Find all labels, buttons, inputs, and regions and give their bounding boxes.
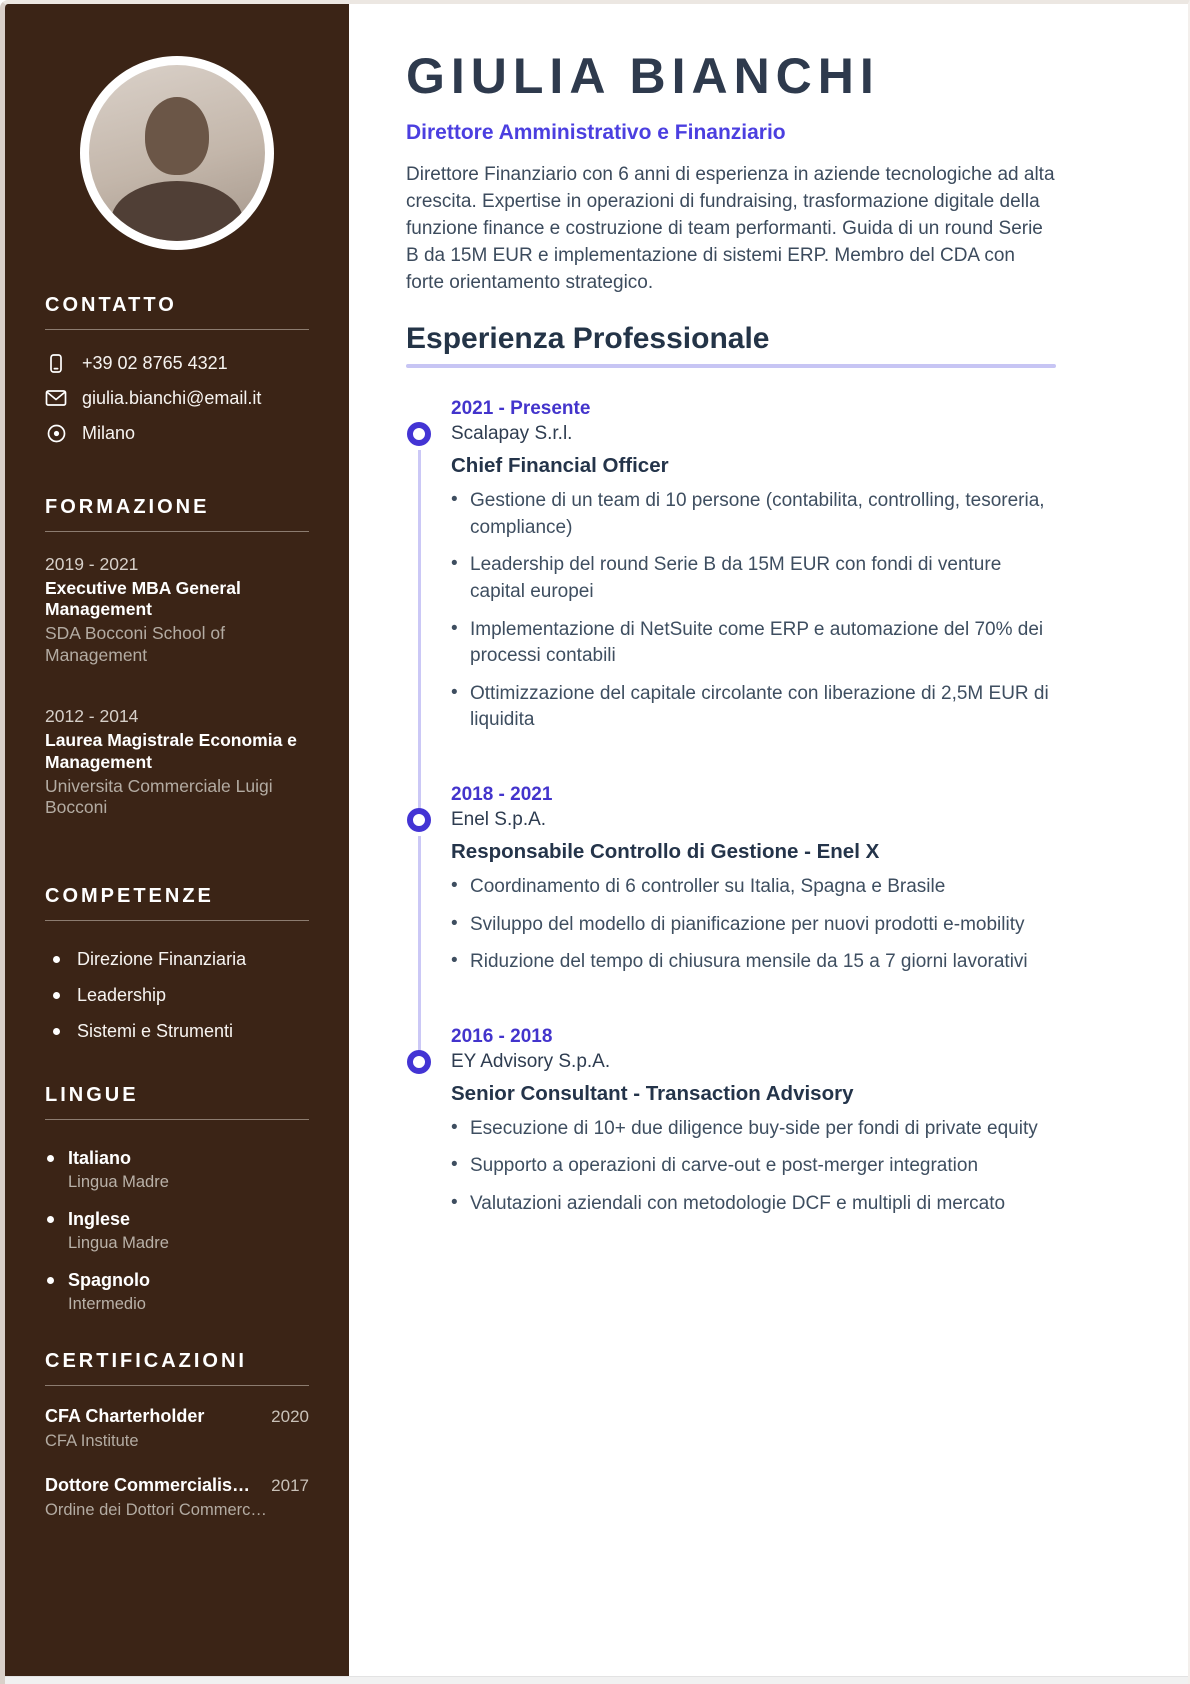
bullet-icon: • bbox=[451, 489, 458, 511]
main-content bbox=[349, 4, 1188, 1684]
experience-bullet bbox=[451, 949, 1056, 976]
education-item bbox=[45, 554, 309, 666]
experience-bullet bbox=[451, 488, 1056, 541]
bullet-icon: • bbox=[451, 681, 458, 703]
experience-bullet-text: Gestione di un team di 10 persone (contabilita, controlling, tesoreria, compliance) bbox=[470, 490, 1045, 538]
certification-year: 2020 bbox=[271, 1406, 309, 1426]
languages-list bbox=[45, 1148, 309, 1314]
mail-icon bbox=[45, 387, 67, 409]
language-level: Intermedio bbox=[68, 1294, 146, 1313]
education-section bbox=[45, 496, 309, 819]
phone-icon bbox=[45, 352, 67, 374]
skill-label: Leadership bbox=[77, 984, 167, 1005]
experience-bullet-text: Sviluppo del modello di pianificazione per nuovi prodotti e-mobility bbox=[470, 913, 1025, 935]
main-inner bbox=[406, 50, 1056, 1218]
skill-label: Direzione Finanziaria bbox=[77, 948, 247, 969]
experience-bullet-text: Esecuzione di 10+ due diligence buy-side per fondi di private equity bbox=[470, 1117, 1038, 1139]
experience-bullet bbox=[451, 1116, 1056, 1143]
experience-entry bbox=[406, 784, 1056, 976]
certification-org: Ordine dei Dottori Commerc… bbox=[45, 1500, 267, 1519]
photo-body-silhouette bbox=[111, 181, 243, 241]
experience-timeline bbox=[406, 398, 1056, 1217]
skill-item bbox=[53, 949, 309, 970]
contact-list bbox=[45, 352, 309, 444]
contact-location-value: Milano bbox=[82, 422, 136, 443]
bullet-dot bbox=[53, 992, 60, 999]
bullet-dot bbox=[47, 1277, 54, 1284]
experience-bullet-list bbox=[451, 488, 1056, 734]
bullet-icon: • bbox=[451, 1116, 458, 1138]
language-level: Lingua Madre bbox=[68, 1233, 169, 1252]
experience-bullet-text: Riduzione del tempo di chiusura mensile da 15 a 7 giorni lavorativi bbox=[470, 951, 1028, 973]
bullet-dot bbox=[53, 1028, 60, 1035]
education-period: 2012 - 2014 bbox=[45, 706, 139, 727]
contact-email-value: giulia.bianchi@email.it bbox=[82, 387, 262, 408]
experience-entry bbox=[406, 398, 1056, 734]
experience-period: 2021 - Presente bbox=[451, 398, 591, 420]
experience-role: Senior Consultant - Transaction Advisory bbox=[451, 1081, 854, 1105]
skills-list bbox=[45, 949, 309, 1042]
education-heading: FORMAZIONE bbox=[45, 496, 309, 532]
certification-year: 2017 bbox=[271, 1475, 309, 1495]
certification-item bbox=[45, 1406, 309, 1451]
experience-company: Enel S.p.A. bbox=[451, 809, 547, 831]
profile-photo bbox=[80, 56, 274, 250]
timeline-line bbox=[418, 450, 421, 820]
bullet-icon: • bbox=[451, 1192, 458, 1213]
language-name: Spagnolo bbox=[68, 1269, 150, 1290]
experience-bullet-list bbox=[451, 874, 1056, 976]
bullet-icon: • bbox=[451, 912, 458, 934]
bullet-icon: • bbox=[451, 950, 458, 972]
experience-role: Chief Financial Officer bbox=[451, 454, 669, 478]
contact-heading: CONTATTO bbox=[45, 294, 309, 330]
experience-company: EY Advisory S.p.A. bbox=[451, 1050, 611, 1072]
experience-bullet bbox=[451, 1191, 1056, 1218]
education-school: SDA Bocconi School of Management bbox=[45, 623, 225, 665]
skill-item bbox=[53, 985, 309, 1006]
experience-bullet bbox=[451, 912, 1056, 939]
language-item bbox=[47, 1270, 309, 1314]
experience-period: 2016 - 2018 bbox=[451, 1025, 553, 1047]
certification-name: Dottore Commercialis… bbox=[45, 1474, 251, 1495]
certification-org: CFA Institute bbox=[45, 1431, 139, 1450]
experience-bullet bbox=[451, 552, 1056, 605]
certification-row bbox=[45, 1406, 309, 1427]
page-title: GIULIA BIANCHI bbox=[406, 48, 880, 104]
experience-bullet-text: Implementazione di NetSuite come ERP e automazione del 70% dei processi contabili bbox=[470, 618, 1044, 667]
experience-company: Scalapay S.r.l. bbox=[451, 423, 573, 445]
experience-bullet-text: Supporto a operazioni di carve-out e post-merger integration bbox=[470, 1155, 979, 1177]
summary-paragraph: Direttore Finanziario con 6 anni di esperienza in aziende tecnologiche ad alta crescita. Expertise in operazioni di fundraising, trasformazione digitale della funzione finance e costruzione di team performanti. Guida di un round Serie B da 15M EUR e implementazione di sistemi ERP. Membro del CDA con forte orientamento strategico. bbox=[406, 163, 1055, 294]
certifications-section bbox=[45, 1350, 309, 1520]
bullet-icon: • bbox=[451, 875, 458, 897]
location-icon bbox=[45, 422, 67, 444]
language-item bbox=[47, 1209, 309, 1253]
certifications-heading: CERTIFICAZIONI bbox=[45, 1350, 309, 1386]
education-degree: Executive MBA General Management bbox=[45, 577, 241, 620]
certification-name: CFA Charterholder bbox=[45, 1405, 205, 1426]
experience-heading: Esperienza Professionale bbox=[406, 322, 770, 356]
language-item bbox=[47, 1148, 309, 1192]
profile-photo-image bbox=[89, 65, 265, 241]
certification-item bbox=[45, 1475, 309, 1520]
language-name: Inglese bbox=[68, 1208, 131, 1229]
contact-phone-value: +39 02 8765 4321 bbox=[82, 352, 228, 373]
education-degree: Laurea Magistrale Economia e Management bbox=[45, 730, 297, 772]
skill-label: Sistemi e Strumenti bbox=[77, 1020, 234, 1041]
bullet-dot bbox=[47, 1216, 54, 1223]
experience-entry bbox=[406, 1026, 1056, 1218]
experience-bullet-text: Valutazioni aziendali con metodologie DCF e multipli di mercato bbox=[470, 1193, 1006, 1214]
bullet-icon: • bbox=[451, 553, 458, 575]
experience-bullet-text: Leadership del round Serie B da 15M EUR con fondi di venture capital europei bbox=[470, 554, 1002, 603]
education-school: Universita Commerciale Luigi Bocconi bbox=[45, 775, 273, 818]
education-period: 2019 - 2021 bbox=[45, 554, 139, 574]
contact-section bbox=[45, 294, 309, 444]
experience-bullet bbox=[451, 681, 1056, 734]
experience-period: 2018 - 2021 bbox=[451, 784, 553, 806]
photo-head-silhouette bbox=[145, 97, 209, 175]
language-name: Italiano bbox=[68, 1147, 132, 1168]
experience-bullet bbox=[451, 874, 1056, 901]
experience-bullet-text: Coordinamento di 6 controller su Italia, Spagna e Brasile bbox=[470, 876, 946, 898]
horizontal-scrollbar[interactable] bbox=[5, 1676, 1188, 1684]
contact-item-email bbox=[45, 387, 309, 409]
timeline-dot bbox=[407, 808, 431, 832]
experience-bullet-list bbox=[451, 1116, 1056, 1218]
contact-item-location bbox=[45, 422, 309, 444]
job-title: Direttore Amministrativo e Finanziario bbox=[406, 120, 786, 144]
skills-heading: COMPETENZE bbox=[45, 885, 309, 921]
bullet-icon: • bbox=[451, 617, 458, 639]
bullet-dot bbox=[47, 1155, 54, 1162]
experience-role: Responsabile Controllo di Gestione - Enel X bbox=[451, 840, 880, 864]
languages-section bbox=[45, 1084, 309, 1314]
education-item bbox=[45, 706, 309, 818]
certification-row bbox=[45, 1475, 309, 1496]
skills-section bbox=[45, 885, 309, 1042]
skill-item bbox=[53, 1021, 309, 1042]
timeline-dot bbox=[407, 422, 431, 446]
contact-item-phone bbox=[45, 352, 309, 374]
experience-bullet-text: Ottimizzazione del capitale circolante con liberazione di 2,5M EUR di liquidita bbox=[470, 682, 1049, 731]
bullet-dot bbox=[53, 956, 60, 963]
experience-bullet bbox=[451, 1153, 1056, 1180]
experience-heading-underline bbox=[406, 364, 1056, 368]
languages-heading: LINGUE bbox=[45, 1084, 309, 1120]
experience-bullet bbox=[451, 617, 1056, 670]
timeline-dot bbox=[407, 1050, 431, 1074]
language-level: Lingua Madre bbox=[68, 1172, 169, 1191]
sidebar bbox=[5, 4, 349, 1684]
bullet-icon: • bbox=[451, 1154, 458, 1176]
